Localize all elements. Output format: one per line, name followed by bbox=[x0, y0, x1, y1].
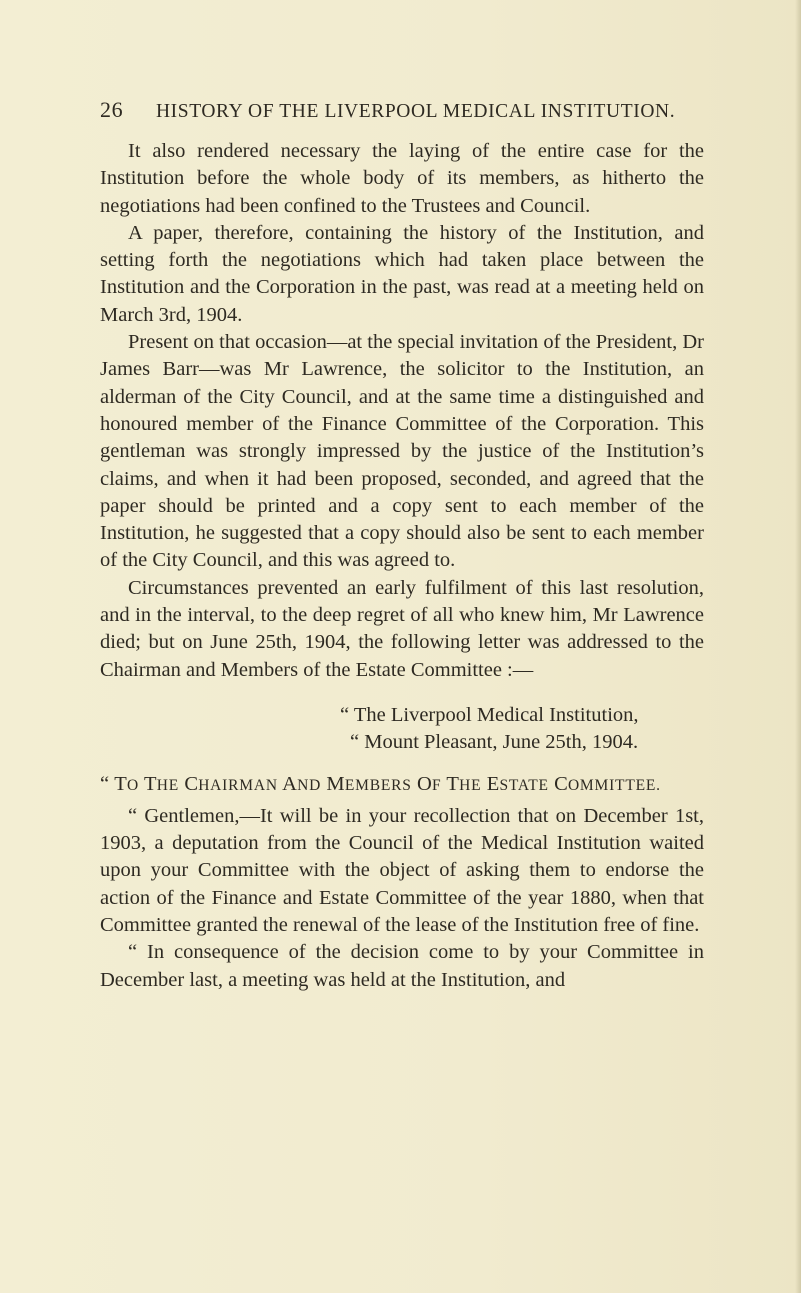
running-title: HISTORY OF THE LIVERPOOL MEDICAL INSTITUTION. bbox=[156, 101, 676, 122]
salutation-smallcaps: HAIRMAN bbox=[198, 776, 278, 794]
letter-paragraph: “ In consequence of the decision come to by your Committee in December last, a meeting was held at the Institution, and bbox=[100, 941, 704, 991]
page-number: 26 bbox=[100, 97, 124, 122]
salutation-smallcaps: O bbox=[127, 776, 140, 794]
letter-paragraph: “ Gentlemen,—It will be in your recollection that on December 1st, 1903, a deputation from the Council of the Medical Institution waited upon your Committee with the object of asking them to endorse the action of the Finance and Estate Committee of the year 1880, when that Committee granted the renewal of the lease of the Institution free of fine. bbox=[100, 804, 704, 937]
letter-address-line: “ Mount Pleasant, June 25th, 1904. bbox=[350, 731, 639, 754]
salutation-smallcaps: OMMITTEE. bbox=[567, 776, 661, 794]
paragraph: Present on that occasion—at the special invitation of the President, Dr James Barr—was Mr Lawrence, the solicitor to the Institution, an alderman of the City Council, and at the same time a distinguished and honoured member of the Finance Committee of the Corporation. This gentleman was strongly impressed by the justice of the Institution’s claims, and when it had been proposed, seconded, and agreed that the paper should be printed and a copy sent to each member of the Institution, he suggested that a copy should also be sent to each member of the City Council, and this was agreed to. bbox=[100, 331, 704, 572]
salutation-smallcaps: EMBERS bbox=[344, 776, 412, 794]
running-head bbox=[100, 97, 740, 123]
salutation-smallcaps: HE bbox=[156, 776, 179, 794]
salutation-smallcaps: STATE bbox=[499, 776, 549, 794]
body-text bbox=[100, 138, 704, 994]
paragraph: It also rendered necessary the laying of the entire case for the Institution before the whole body of its members, as hitherto the negotiations had been confined to the Trustees and Council. bbox=[100, 140, 704, 217]
salutation-smallcaps: HE bbox=[459, 776, 482, 794]
letter-salutation: “ TO THE CHAIRMAN AND MEMBERS OF THE ESTATE COMMITTEE. bbox=[100, 772, 661, 795]
letter-address-line: “ The Liverpool Medical Institution, bbox=[340, 703, 639, 726]
paragraph: A paper, therefore, containing the history of the Institution, and setting forth the negotiations which had taken place between the Institution and the Corporation in the past, was read at a meeting held on March 3rd, 1904. bbox=[100, 221, 704, 326]
page-edge-shadow bbox=[795, 0, 801, 1293]
salutation-smallcaps: F bbox=[432, 776, 442, 794]
paragraph: Circumstances prevented an early fulfilment of this last resolution, and in the interval, to the deep regret of all who knew him, Mr Lawrence died; but on June 25th, 1904, the following letter was addressed to the Chairman and Members of the Estate Committee :— bbox=[100, 576, 704, 681]
salutation-smallcaps: ND bbox=[297, 776, 322, 794]
